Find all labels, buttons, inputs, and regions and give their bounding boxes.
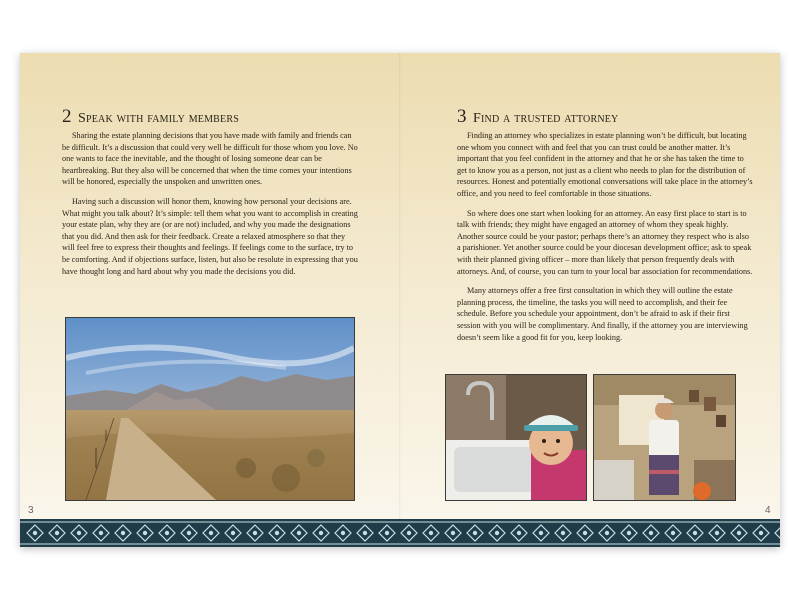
right-paragraph-3: Many attorneys offer a free first consultation in which they will outline the estate planning process, the timeline, the tasks you will need to accomplish, and their fee schedule. Before you schedule your appointment, don’t be afraid to ask if their first session with you will be complimentary. And finally, if the attorney you are interviewing doesn’t seem like a good fit for you, keep looking. (457, 286, 748, 342)
border-dot (605, 531, 609, 535)
right-section-heading (457, 106, 753, 127)
border-diamond (775, 525, 780, 541)
left-page-column (62, 106, 358, 285)
right-page-column (457, 106, 753, 351)
right-page-number: 4 (765, 505, 771, 516)
border-dot (55, 531, 59, 535)
border-dot (143, 531, 147, 535)
border-dot (495, 531, 499, 535)
border-dot (231, 531, 235, 535)
border-dot (737, 531, 741, 535)
border-dot (583, 531, 587, 535)
left-section-number: 2 (62, 106, 72, 127)
border-dot (385, 531, 389, 535)
border-dot (539, 531, 543, 535)
brochure-spread (20, 53, 780, 547)
border-dot (649, 531, 653, 535)
left-section-heading (62, 106, 358, 127)
border-dot (561, 531, 565, 535)
border-dot (99, 531, 103, 535)
border-dot (187, 531, 191, 535)
left-section-title: Speak with family members (78, 111, 239, 126)
right-section-title: Find a trusted attorney (473, 111, 619, 126)
border-dot (209, 531, 213, 535)
border-dot (451, 531, 455, 535)
desert-road-image (66, 318, 354, 500)
border-dot (671, 531, 675, 535)
border-dot (33, 531, 37, 535)
border-dot (121, 531, 125, 535)
left-paragraph-2: Having such a discussion will honor them, knowing how personal your decisions are. What might you talk about? It’s simple: tell them what you want to accomplish in creating your estate plan, why they are (or are not) included, and why you made the designations that you did. And then ask for their feedback. Create a relaxed atmosphere so that they will feel free to express their thoughts and feelings. If feelings come to the surface, try to be comforting. And if objections surface, listen, but also be resolute in expressing that you have thought long and hard about why you made the decisions you did. (62, 196, 358, 276)
right-section-number: 3 (457, 106, 467, 127)
border-dot (693, 531, 697, 535)
border-dot (473, 531, 477, 535)
woman-in-home-photo (593, 374, 736, 501)
border-dot (759, 531, 763, 535)
border-dot (341, 531, 345, 535)
right-paragraph-2: So where does one start when looking for an attorney. An easy first place to start is to talk with friends; they might have engaged an attorney of whom they speak highly. Another source could be your pastor; perhaps there’s an attorney they respect who is also a parishioner. Yet another source could be your diocesan development office; ask to speak with their planned giving officer – more than likely that person frequently deals with attorneys. And, of course, you can turn to your local bar association for recommendations. (457, 208, 753, 276)
border-dot (627, 531, 631, 535)
border-dot (715, 531, 719, 535)
page-spine (399, 53, 401, 519)
border-dot (319, 531, 323, 535)
woman-in-home-image (594, 375, 735, 500)
border-dot (275, 531, 279, 535)
border-dot (253, 531, 257, 535)
border-dot (77, 531, 81, 535)
desert-road-photo (65, 317, 355, 501)
left-paragraph-1: Sharing the estate planning decisions that you have made with family and friends can be difficult. It’s a discussion that could very well be difficult for those whom you love. No one wants to face the inevitable, and the thought of losing someone dear can be heartbreaking. But they also will be concerned that when the time comes your intentions will be honored, especially the unspoken and unwritten ones. (62, 131, 358, 187)
child-at-sink-image (446, 375, 586, 500)
border-dot (517, 531, 521, 535)
border-dot (297, 531, 301, 535)
decorative-border-band (20, 519, 780, 547)
border-dot (363, 531, 367, 535)
border-dot (407, 531, 411, 535)
child-at-sink-photo (445, 374, 587, 501)
border-dot (429, 531, 433, 535)
left-page-number: 3 (28, 505, 34, 516)
right-paragraph-1: Finding an attorney who specializes in estate planning won’t be difficult, but locating one whom you connect with and feel that you can trust could be another matter. It’s important that you feel confident in the attorney and that he or she has taken the time to get to know you as a person, not just as a client who needs to plan for the distribution of resources. Honest and potentially emotional conversations will take place in the attorney’s office, and you need to feel comfortable in those situations. (457, 131, 753, 198)
decorative-pattern (20, 519, 780, 547)
border-dot (165, 531, 169, 535)
